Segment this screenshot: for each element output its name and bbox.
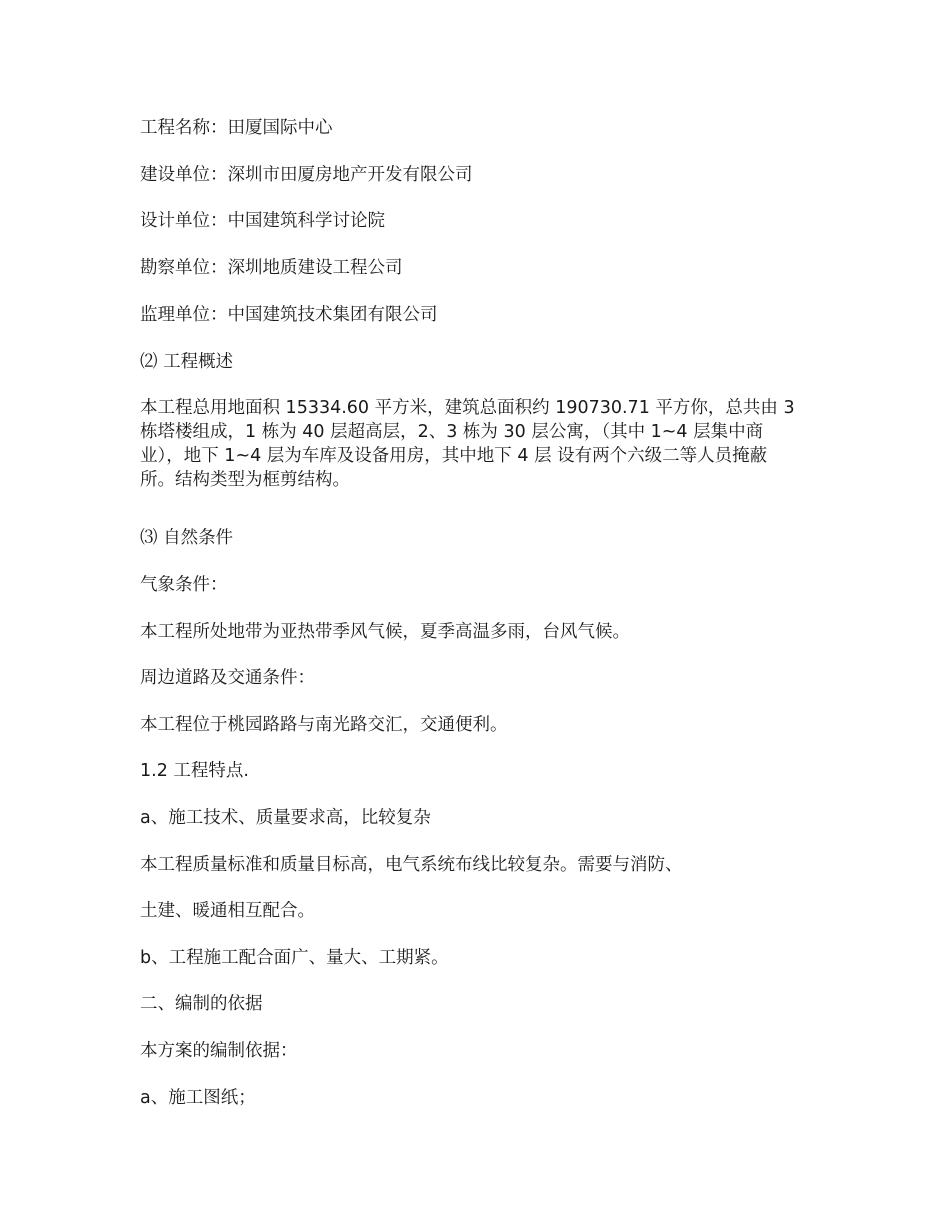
overview-line: 栋塔楼组成，1 栋为 40 层超高层，2、3 栋为 30 层公寓，（其中 1~4 层集中商: [140, 422, 764, 442]
overview-line: 业），地下 1~4 层为车库及设备用房，其中地下 4 层 设有两个六级二等人员掩蔽: [140, 446, 768, 466]
basis-heading: 本方案的编制依据：: [140, 1041, 298, 1061]
design-unit-line: 设计单位：中国建筑科学讨论院: [140, 211, 385, 231]
weather-heading: 气象条件：: [140, 575, 228, 595]
overview-paragraph: [140, 396, 810, 492]
supervision-unit-line: 监理单位：中国建筑技术集团有限公司: [140, 305, 438, 325]
construction-unit-line: 建设单位：深圳市田厦房地产开发有限公司: [140, 165, 473, 185]
feature-a-text-continued: 土建、暖通相互配合。: [140, 901, 315, 921]
traffic-text: 本工程位于桃园路路与南光路交汇，交通便利。: [140, 715, 508, 735]
feature-b-heading: b、工程施工配合面广、量大、工期紧。: [140, 948, 449, 968]
feature-a-text: 本工程质量标准和质量目标高，电气系统布线比较复杂。需要与消防、: [140, 855, 683, 875]
basis-item-a: a、施工图纸；: [140, 1088, 256, 1108]
traffic-heading: 周边道路及交通条件：: [140, 668, 315, 688]
survey-unit-line: 勘察单位：深圳地质建设工程公司: [140, 258, 403, 278]
section-heading-features: 1.2 工程特点.: [140, 761, 249, 781]
overview-line: 本工程总用地面积 15334.60 平方米，建筑总面积约 190730.71 平方你，总共由 3: [140, 398, 795, 418]
section-heading-overview: ⑵ 工程概述: [140, 352, 234, 372]
project-name-line: 工程名称：田厦国际中心: [140, 118, 333, 138]
weather-text: 本工程所处地带为亚热带季风气候，夏季高温多雨，台风气候。: [140, 622, 630, 642]
section-heading-basis: 二、编制的依据: [140, 994, 263, 1014]
section-heading-natural: ⑶ 自然条件: [140, 528, 234, 548]
overview-line: 所。结构类型为框剪结构。: [140, 470, 350, 490]
feature-a-heading: a、施工技术、质量要求高，比较复杂: [140, 808, 431, 828]
